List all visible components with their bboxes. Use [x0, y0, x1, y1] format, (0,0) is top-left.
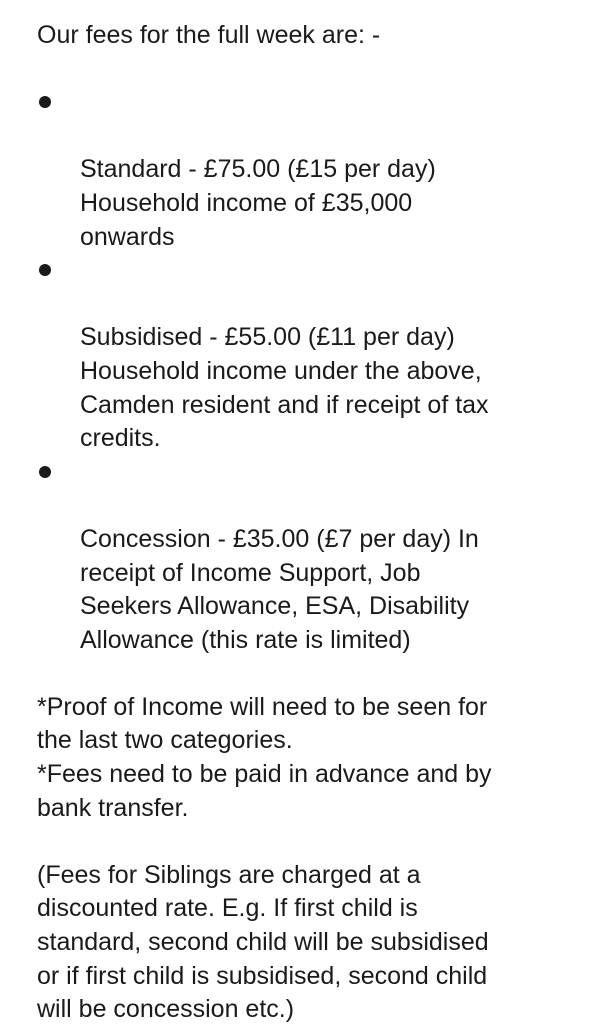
fee-item-concession	[37, 456, 602, 658]
siblings-note: (Fees for Siblings are charged at a discounted rate. E.g. If first child is standard, second child will be subsidised or if first child is subsidised, second child will be concession etc.)	[37, 860, 489, 1024]
fees-document	[37, 19, 602, 1027]
fee-list	[37, 86, 602, 657]
bullet-icon	[39, 264, 51, 276]
paragraph-gap	[37, 657, 602, 691]
note-payment-in-advance: *Fees need to be paid in advance and by bank transfer.	[37, 760, 492, 822]
paragraph-gap	[37, 53, 602, 87]
fee-item-subsidised	[37, 254, 602, 456]
fee-item-text: Concession - £35.00 (£7 per day) In receipt of Income Support, Job Seekers Allowance, ESA, Disability Allowance (this rate is limited)	[80, 524, 479, 654]
note-proof-of-income: *Proof of Income will need to be seen for the last two categories.	[37, 692, 488, 755]
fee-item-text: Standard - £75.00 (£15 per day) Household income of £35,000 onwards	[80, 155, 436, 251]
bullet-icon	[39, 466, 51, 478]
bullet-icon	[39, 96, 51, 108]
fee-item-text: Subsidised - £55.00 (£11 per day) Household income under the above, Camden resident and if receipt of tax credits.	[80, 323, 489, 453]
fees-intro: Our fees for the full week are: -	[37, 21, 381, 49]
fee-item-standard	[37, 86, 602, 254]
paragraph-gap	[37, 825, 602, 859]
